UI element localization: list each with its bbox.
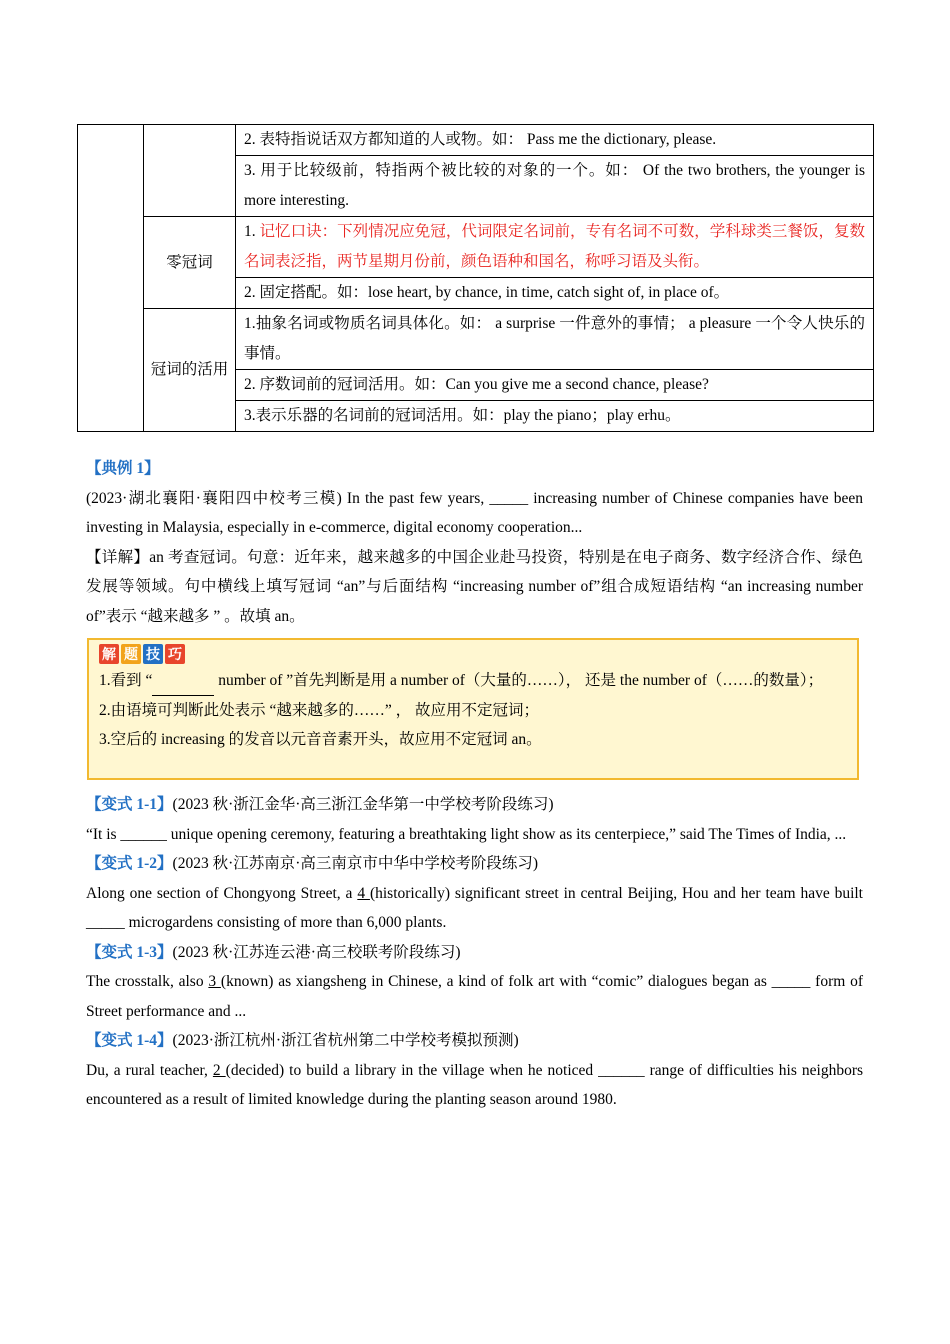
variant-text	[86, 1056, 863, 1115]
variant-source: (2023 秋·江苏连云港·高三校联考阶段练习)	[172, 943, 461, 961]
tips-header	[99, 644, 847, 666]
variant-label: 【变式 1-2】	[86, 855, 173, 872]
variant-text-part: (decided) to build a library in the village when he noticed ______ range of difficulties his neighbors encountered as a result of limited knowledge during the planting season around 1980.	[86, 1061, 864, 1108]
example-explanation: 【详解】an 考查冠词。句意：近年来，越来越多的中国企业赴马投资，特别是在电子商务、数字经济合作、绿色发展等领域。句中横线上填写冠词 “an”与后面结构 “increasing number of”组合成短语结构 “an increasing number of”表示 “越来越多 ” 。故填 an。	[86, 548, 863, 625]
table-row	[78, 309, 874, 370]
table-cell: 2. 固定搭配。如：lose heart, by chance, in time, catch sight of, in place of。	[236, 278, 874, 309]
variant-text: “It is ______ unique opening ceremony, featuring a breathtaking light show as its centerpiece,” said The Times of India, ...	[86, 825, 847, 843]
tip-line-2: 2.由语境可判断此处表示 “越来越多的……” ， 故应用不定冠词；	[99, 702, 540, 719]
table-cell: 2. 序数词前的冠词活用。如：Can you give me a second chance, please?	[236, 370, 874, 401]
category-flexible-article: 冠词的活用	[144, 309, 236, 432]
table-cell: 1.抽象名词或物质名词具体化。如： a surprise 一件意外的事情； a pleasure 一个令人快乐的事情。	[236, 309, 874, 370]
tip-badge: 解	[99, 644, 119, 664]
memory-rhyme: 记忆口诀：下列情况应免冠，代词限定名词前，专有名词不可数，学科球类三餐饭，复数名词表泛指，两节星期月份前，颜色语种和国名，称呼习语及头衔。	[244, 223, 865, 270]
table-row	[78, 217, 874, 278]
category-zero-article: 零冠词	[144, 217, 236, 309]
variant-text	[86, 967, 863, 1026]
variant-source: (2023 秋·江苏南京·高三南京市中华中学校考阶段练习)	[172, 855, 539, 872]
variant-source: (2023 秋·浙江金华·高三浙江金华第一中学校考阶段练习)	[172, 796, 554, 813]
variant-text-part: The crosstalk, also	[86, 973, 209, 990]
table-cell: 3.表示乐器的名词前的冠词活用。如：play the piano；play erhu。	[236, 401, 874, 432]
variant-text-part: Du, a rural teacher,	[86, 1061, 213, 1079]
variant-label: 【变式 1-3】	[86, 943, 173, 961]
variant-text-part: (historically) significant street in central Beijing, Hou and her team have built _____ microgardens consisting of more than 6,000 plants.	[86, 884, 863, 931]
variant-text-part: Along one section of Chongyong Street, a	[86, 884, 358, 902]
tip-badge: 题	[121, 644, 141, 664]
tip-line-1	[99, 666, 847, 696]
variant-heading	[86, 790, 863, 820]
table-cell: 3. 用于比较级前，特指两个被比较的对象的一个。如： Of the two brothers, the younger is more interesting.	[236, 156, 874, 217]
rule-number: 1.	[244, 223, 260, 240]
table-cell: 2. 表特指说话双方都知道的人或物。如： Pass me the dictionary, please.	[236, 125, 874, 156]
variant-heading	[86, 849, 863, 879]
tip-line-3: 3.空后的 increasing 的发音以元音音素开头，故应用不定冠词 an。	[99, 731, 542, 748]
variant-text-part: (known) as xiangsheng in Chinese, a kind of folk art with “comic” dialogues began as _____ form of Street performance and ...	[86, 973, 863, 1020]
variant-source: (2023·浙江杭州·浙江省杭州第二中学校考模拟预测)	[172, 1032, 519, 1049]
question-number: 4	[357, 884, 370, 902]
example-section	[86, 454, 863, 631]
tip-badge: 巧	[165, 644, 185, 664]
table-empty-cell	[78, 125, 144, 432]
tip-text: number of ”首先判断是用 a number of（大量的……）， 还是 the number of（……的数量）；	[214, 672, 824, 689]
table-row	[78, 125, 874, 156]
table-cell	[236, 217, 874, 278]
article-usage-table	[77, 124, 874, 432]
question-number: 3	[208, 973, 221, 990]
variant-heading	[86, 938, 863, 968]
answer-blank	[152, 666, 214, 696]
solving-tips-box	[87, 638, 859, 780]
example-label: 【典例 1】	[86, 460, 160, 477]
variant-heading	[86, 1026, 863, 1056]
tip-text: 1.看到 “	[99, 672, 153, 689]
table-empty-cell	[144, 125, 236, 217]
example-question: (2023·湖北襄阳·襄阳四中校考三模) In the past few years, _____ increasing number of Chinese companies have been investing in Malaysia, especially in e-commerce, digital economy cooperation...	[86, 489, 863, 536]
tip-badge: 技	[143, 644, 163, 664]
question-number: 2	[212, 1061, 226, 1079]
variant-label: 【变式 1-4】	[86, 1032, 173, 1049]
variant-label: 【变式 1-1】	[86, 796, 173, 813]
variants-section	[86, 790, 863, 1115]
variant-text	[86, 879, 863, 938]
